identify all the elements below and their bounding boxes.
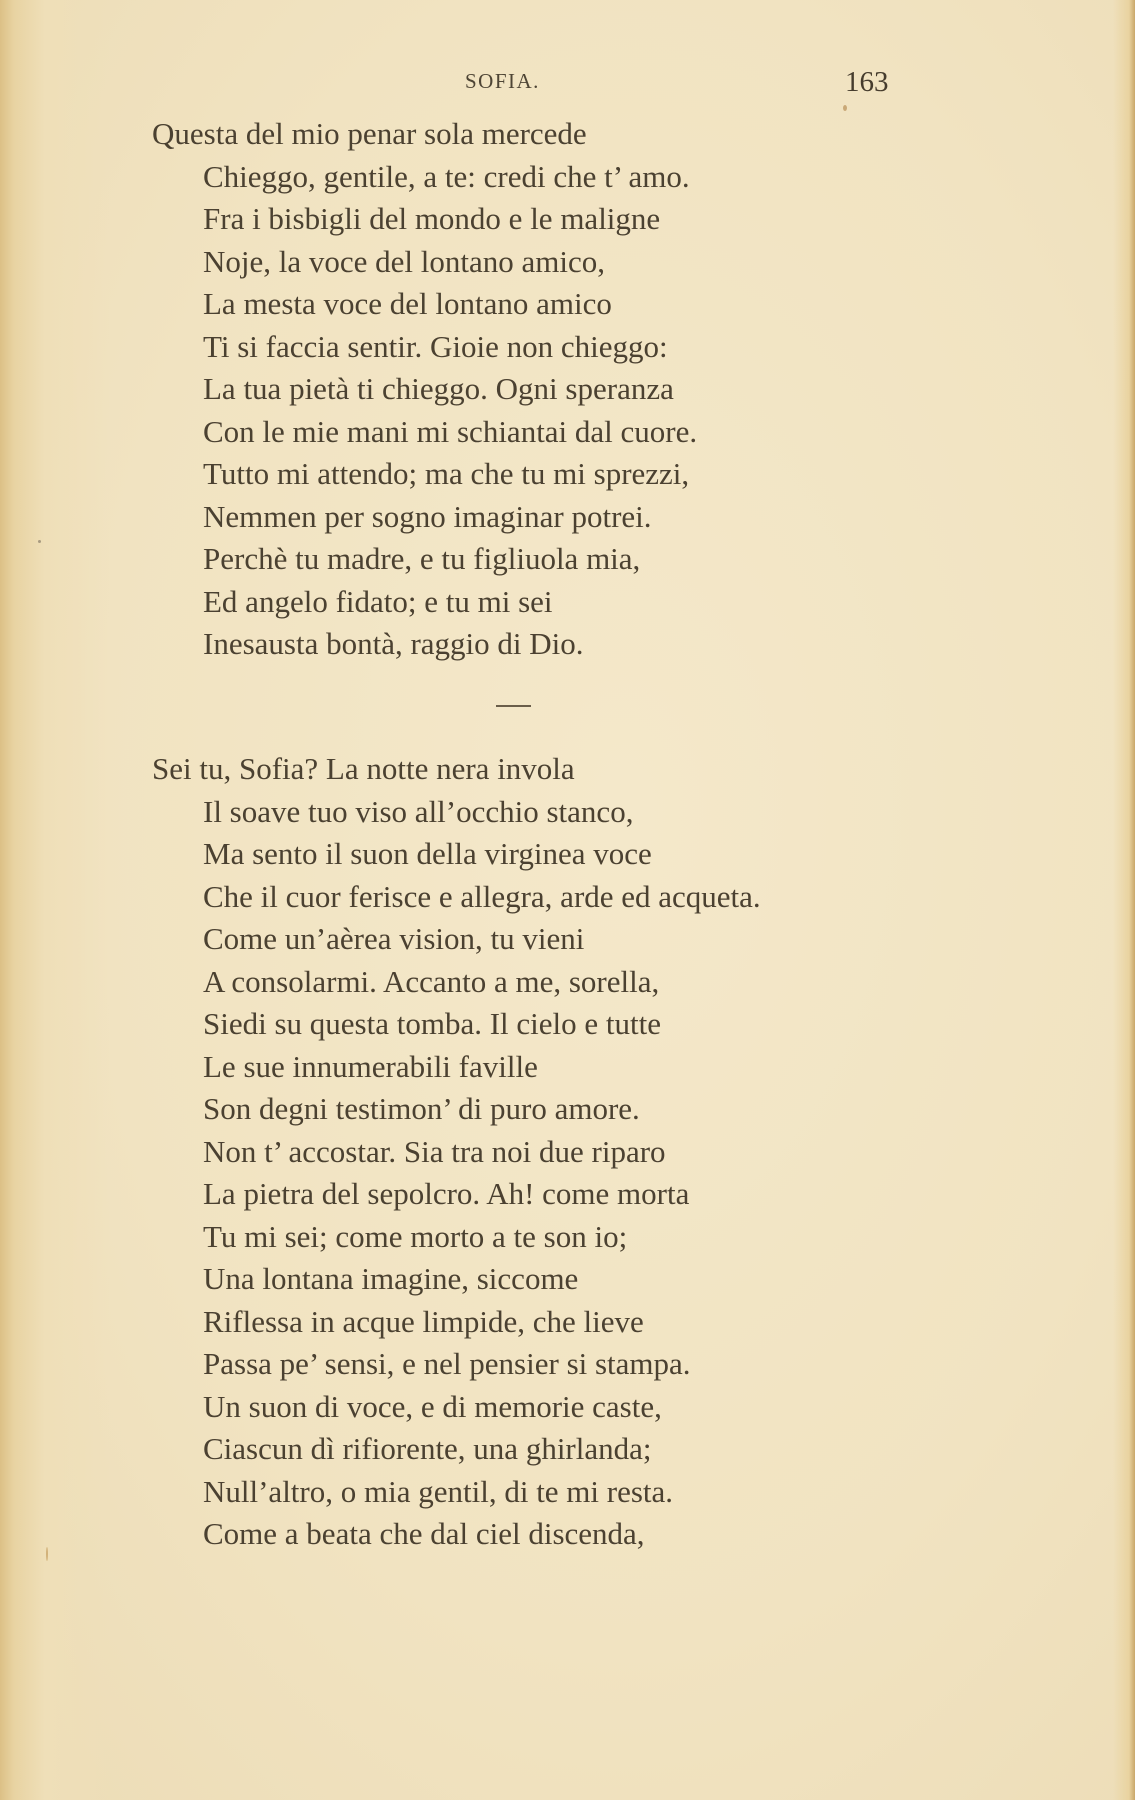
verse-line: Tutto mi attendo; ma che tu mi sprezzi, (203, 456, 690, 491)
verse-line: Che il cuor ferisce e allegra, arde ed acqueta. (203, 878, 761, 914)
verse-line: Il soave tuo viso all’occhio stanco, (203, 793, 634, 829)
verse-line: Una lontana imagine, siccome (203, 1261, 579, 1296)
verse-line: La tua pietà ti chieggo. Ogni speranza (203, 371, 674, 406)
verse-line: Siedi su questa tomba. Il cielo e tutte (203, 1006, 662, 1041)
verse-line: Son degni testimon’ di puro amore. (203, 1091, 640, 1126)
paper-speck (46, 1547, 48, 1561)
verse-line: Riflessa in acque limpide, che lieve (203, 1303, 644, 1339)
verse-line: Questa del mio penar sola mercede (152, 116, 587, 151)
verse-line: Con le mie mani mi schiantai dal cuore. (203, 413, 698, 449)
verse-line: Ciascun dì rifiorente, una ghirlanda; (203, 1431, 652, 1466)
verse-line: Le sue innumerabili faville (203, 1048, 538, 1084)
verse-line: Inesausta bontà, raggio di Dio. (203, 626, 584, 661)
verse-line: Passa pe’ sensi, e nel pensier si stampa. (203, 1346, 691, 1381)
verse-line: La pietra del sepolcro. Ah! come morta (203, 1176, 690, 1211)
stanza-1 (0, 113, 1135, 666)
verse-line: Nemmen per sogno imaginar potrei. (203, 498, 652, 534)
verse-line: Non t’ accostar. Sia tra noi due riparo (203, 1133, 666, 1169)
verse-line: Null’altro, o mia gentil, di te mi resta. (203, 1473, 674, 1509)
paper-speck (38, 540, 41, 543)
verse-line: Sei tu, Sofia? La notte nera invola (152, 751, 575, 786)
verse-line: Fra i bisbigli del mondo e le maligne (203, 201, 661, 236)
verse-line: Ma sento il suon della virginea voce (203, 836, 652, 871)
verse-line: Come a beata che dal ciel discenda, (203, 1516, 645, 1551)
verse-line: Un suon di voce, e di memorie caste, (203, 1388, 662, 1424)
running-head-title: SOFIA. (465, 69, 540, 93)
verse-line: Noje, la voce del lontano amico, (203, 243, 606, 279)
verse-line: Tu mi sei; come morto a te son io; (203, 1218, 628, 1254)
verse-line: Chieggo, gentile, a te: credi che t’ amo. (203, 158, 690, 194)
section-separator-rule (496, 705, 531, 707)
verse-line: A consolarmi. Accanto a me, sorella, (203, 963, 660, 999)
page-number: 163 (845, 66, 889, 98)
verse-line: La mesta voce del lontano amico (203, 286, 612, 321)
verse-line: Ti si faccia sentir. Gioie non chieggo: (203, 328, 668, 364)
running-head (0, 66, 1135, 100)
stanza-2 (0, 748, 1135, 1556)
verse-line: Come un’aèrea vision, tu vieni (203, 921, 585, 956)
verse-line: Ed angelo fidato; e tu mi sei (203, 583, 553, 619)
verse-line: Perchè tu madre, e tu figliuola mia, (203, 541, 641, 576)
paper-speck (843, 105, 847, 111)
